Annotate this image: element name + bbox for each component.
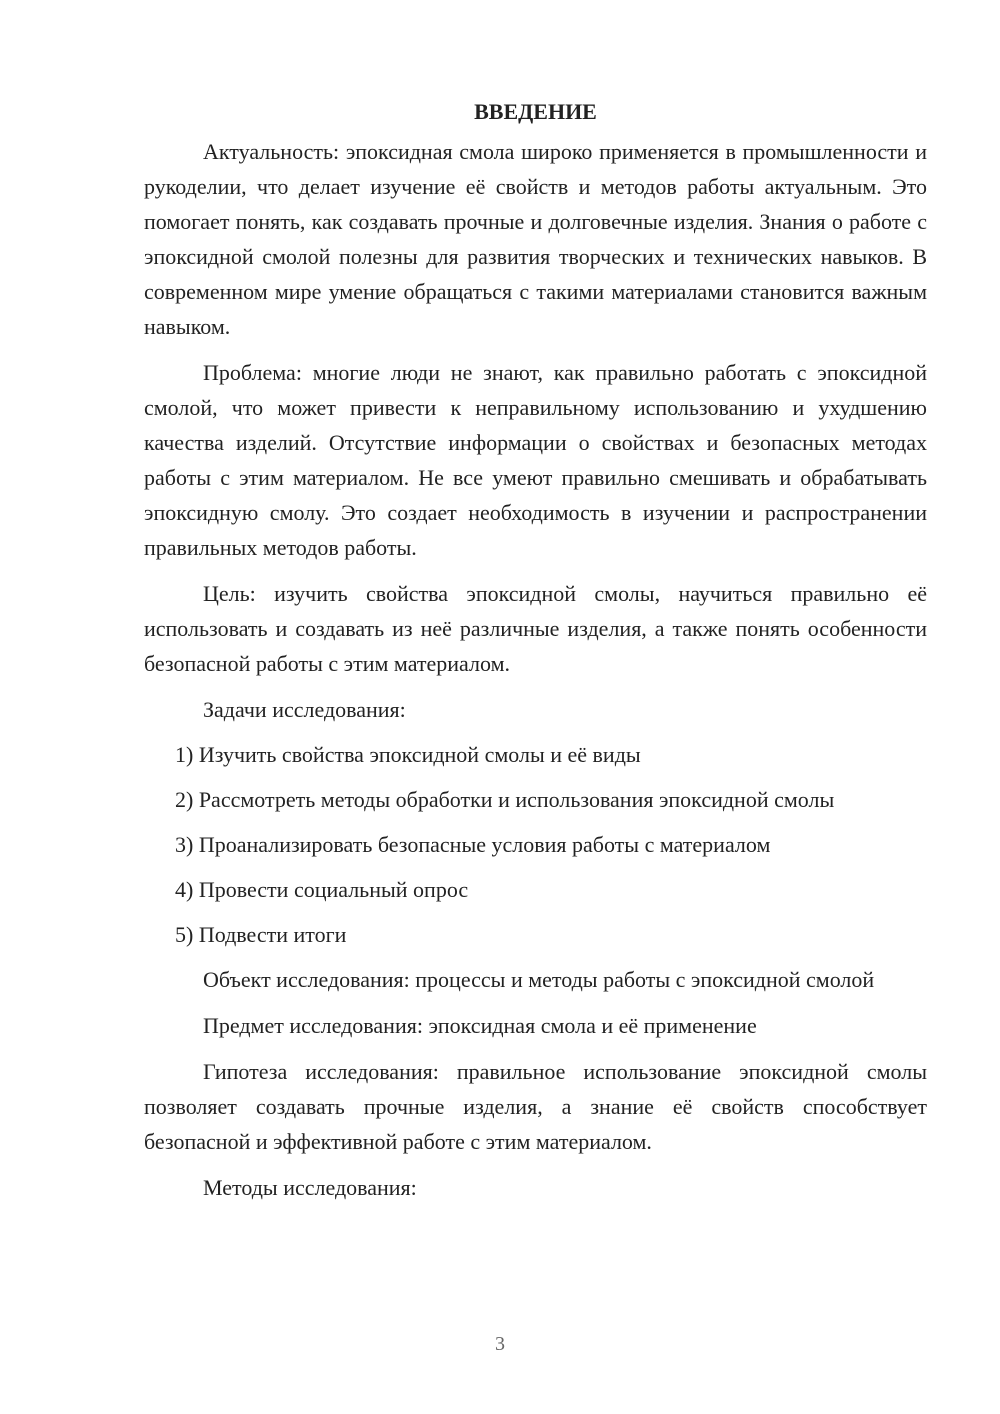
problem-paragraph: Проблема: многие люди не знают, как правильно работать с эпоксидной смолой, что может привести к неправильному использованию и ухудшению качества изделий. Отсутствие информации о свойствах и безопасных методах работы с этим материалом. Не все умеют правильно смешивать и обрабатывать эпоксидную смолу. Это создает необходимость в изучении и распространении правильных методов работы. bbox=[144, 360, 927, 560]
object-paragraph: Объект исследования: процессы и методы работы с эпоксидной смолой bbox=[203, 967, 875, 992]
list-item: 5) Подвести итоги bbox=[175, 922, 347, 947]
tasks-heading: Задачи исследования: bbox=[203, 697, 406, 722]
page-title: ВВЕДЕНИЕ bbox=[474, 99, 597, 124]
tasks-list bbox=[144, 737, 927, 952]
list-item: 2) Рассмотреть методы обработки и использования эпоксидной смолы bbox=[175, 787, 835, 812]
relevance-paragraph: Актуальность: эпоксидная смола широко применяется в промышленности и рукоделии, что делает изучение её свойств и методов работы актуальным. Это помогает понять, как создавать прочные и долговечные изделия. Знания о работе с эпоксидной смолой полезны для развития творческих и технических навыков. В современном мире умение обращаться с такими материалами становится важным навыком. bbox=[144, 139, 927, 339]
list-item: 3) Проанализировать безопасные условия работы с материалом bbox=[175, 832, 771, 857]
document-page bbox=[144, 94, 927, 1215]
methods-heading: Методы исследования: bbox=[203, 1175, 417, 1200]
list-item: 1) Изучить свойства эпоксидной смолы и её виды bbox=[175, 742, 641, 767]
hypothesis-paragraph: Гипотеза исследования: правильное использование эпоксидной смолы позволяет создавать прочные изделия, а знание её свойств способствует безопасной и эффективной работе с этим материалом. bbox=[144, 1059, 927, 1154]
list-item: 4) Провести социальный опрос bbox=[175, 877, 469, 902]
page-number: 3 bbox=[495, 1333, 505, 1355]
subject-paragraph: Предмет исследования: эпоксидная смола и её применение bbox=[203, 1013, 757, 1038]
goal-paragraph: Цель: изучить свойства эпоксидной смолы, научиться правильно её использовать и создавать из неё различные изделия, а также понять особенности безопасной работы с этим материалом. bbox=[144, 581, 927, 676]
